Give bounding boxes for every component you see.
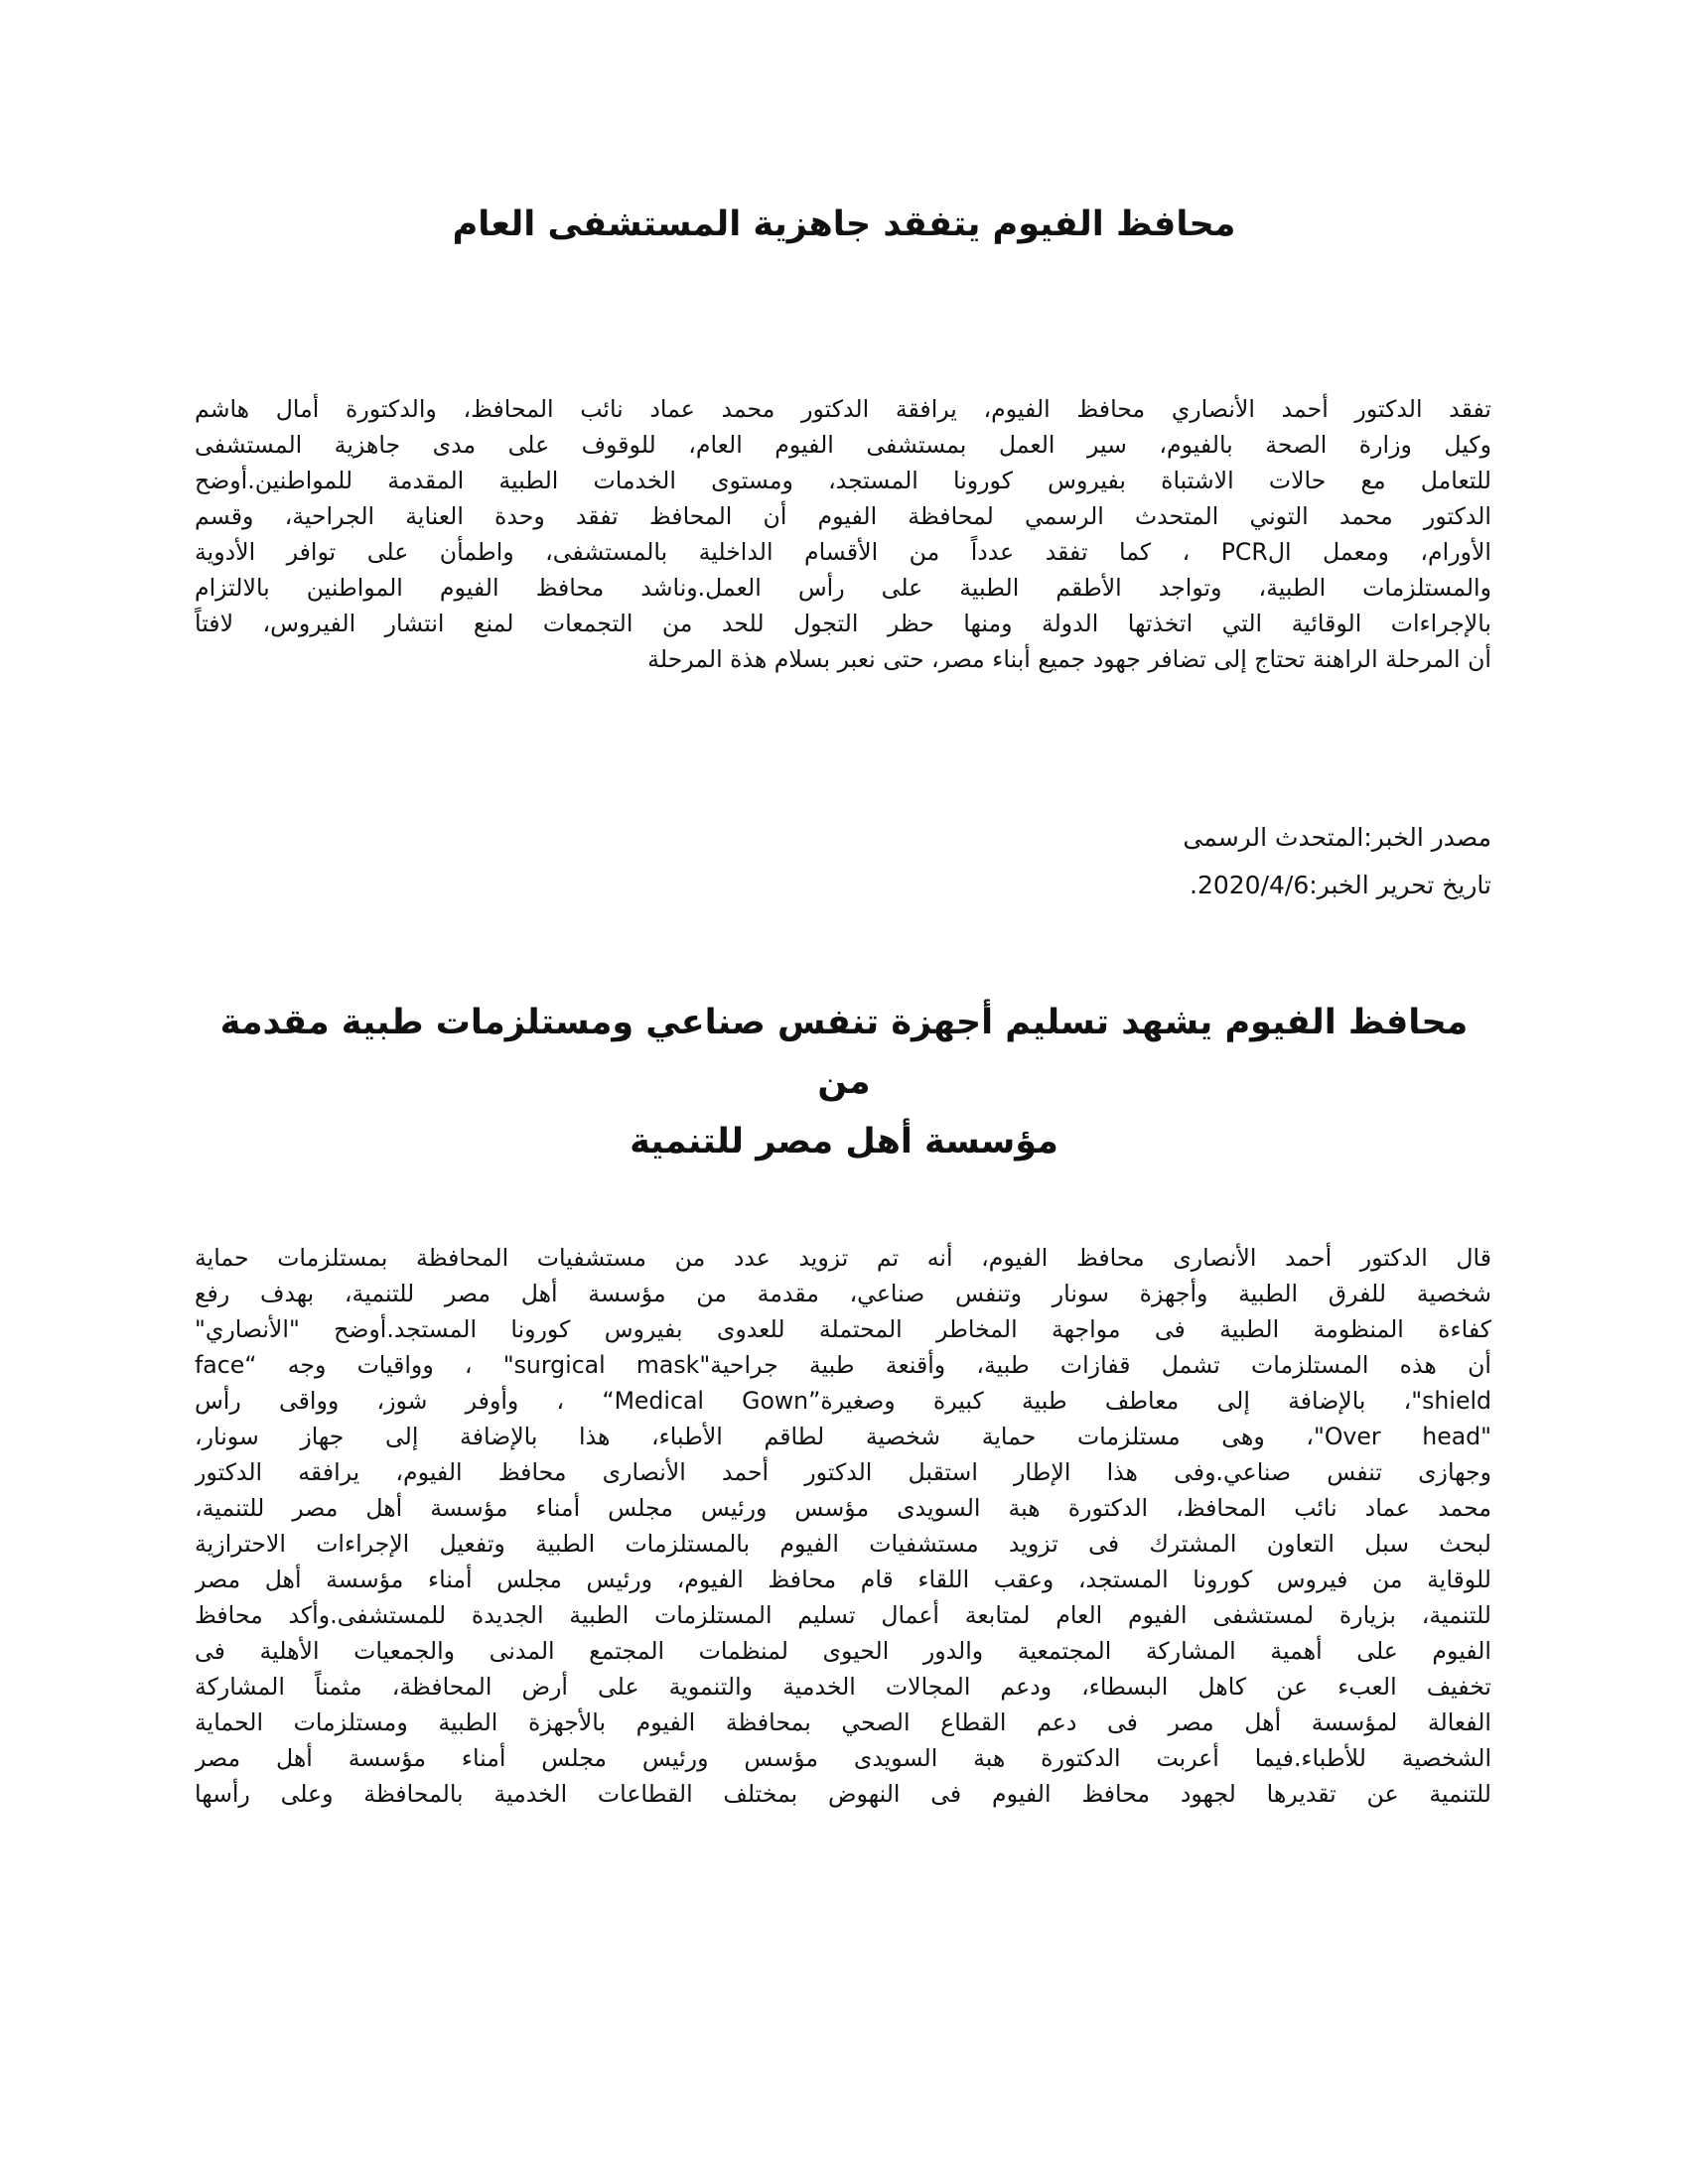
body-line: للتنمية عن تقديرها لجهود محافظ الفيوم فى النهوض بمختلف القطاعات الخدمية بالمحافظة وعلى رأسها <box>195 1780 1491 1808</box>
body-line: وكيل وزارة الصحة بالفيوم، سير العمل بمستشفى الفيوم العام، للوقوف على مدى جاهزية المستشفى <box>195 431 1491 459</box>
body-line: الدكتور محمد التوني المتحدث الرسمي لمحافظة الفيوم أن المحافظ تفقد وحدة العناية الجراحية، وقسم <box>195 502 1491 530</box>
body-line: بالإجراءات الوقائية التي اتخذتها الدولة ومنها حظر التجول للحد من التجمعات لمنع انتشار الفيروس، لافتاً <box>195 610 1491 637</box>
article-1-body <box>195 391 1491 677</box>
body-line: والمستلزمات الطبية، وتواجد الأطقم الطبية على رأس العمل.وناشد محافظ الفيوم المواطنين بالالتزام <box>195 574 1491 602</box>
body-line: كفاءة المنظومة الطبية فى مواجهة المخاطر المحتملة للعدوى بفيروس كورونا المستجد.أوضح "الأنصاري" <box>195 1315 1491 1343</box>
body-line: الشخصية للأطباء.فيما أعربت الدكتورة هبة السويدى مؤسس ورئيس مجلس أمناء مؤسسة أهل مصر <box>195 1744 1491 1772</box>
body-line: قال الدكتور أحمد الأنصارى محافظ الفيوم، أنه تم تزويد عدد من مستشفيات المحافظة بمستلزمات حماية <box>195 1244 1491 1272</box>
body-line: الأورام، ومعمل الPCR ، كما تفقد عدداً من الأقسام الداخلية بالمستشفى، واطمأن على توافر الأدوية <box>195 538 1491 566</box>
body-line: شخصية للفرق الطبية وأجهزة سونار وتنفس صناعي، مقدمة من مؤسسة أهل مصر للتنمية، بهدف رفع <box>195 1280 1491 1307</box>
article-1-title: محافظ الفيوم يتفقد جاهزية المستشفى العام <box>452 205 1236 244</box>
body-line: محمد عماد نائب المحافظ، الدكتورة هبة السويدى مؤسس ورئيس مجلس أمناء مؤسسة أهل مصر للتنمية، <box>195 1494 1491 1522</box>
news-date: تاريخ تحرير الخبر:2020/4/6. <box>1190 871 1491 899</box>
body-line: تخفيف العبء عن كاهل البسطاء، ودعم المجالات الخدمية والتنموية على أرض المحافظة، مثمناً المشاركة <box>195 1673 1491 1701</box>
article-2-title-line: محافظ الفيوم يشهد تسليم أجهزة تنفس صناعي ومستلزمات طبية مقدمة من <box>219 1003 1469 1102</box>
body-line: shield"، بالإضافة إلى معاطف طبية كبيرة وصغيرة”Medical Gown“ ، وأوفر شوز، وواقى رأس <box>195 1387 1491 1415</box>
body-line: تفقد الدكتور أحمد الأنصاري محافظ الفيوم، يرافقة الدكتور محمد عماد نائب المحافظ، والدكتورة أمال هاشم <box>195 395 1491 423</box>
body-line: "Over head"، وهى مستلزمات حماية شخصية لطاقم الأطباء، هذا بالإضافة إلى جهاز سونار، <box>195 1423 1491 1450</box>
body-line: لبحث سبل التعاون المشترك فى تزويد مستشفيات الفيوم بالمستلزمات الطبية وتفعيل الإجراءات الاحترازية <box>195 1530 1491 1558</box>
body-line: أن هذه المستلزمات تشمل قفازات طبية، وأقنعة طبية جراحية"surgical mask" ، وواقيات وجه “face <box>195 1351 1491 1379</box>
body-line: الفعالة لمؤسسة أهل مصر فى دعم القطاع الصحي بمحافظة الفيوم بالأجهزة الطبية ومستلزمات الحماية <box>195 1708 1491 1736</box>
body-line: للتنمية، بزيارة لمستشفى الفيوم العام لمتابعة أعمال تسليم المستلزمات الطبية الجديدة للمستشفى.وأكد محافظ <box>195 1601 1491 1629</box>
body-line: وجهازى تنفس صناعي.وفى هذا الإطار استقبل الدكتور أحمد الأنصارى محافظ الفيوم، يرافقه الدكتور <box>195 1458 1491 1486</box>
article-2-title-line: مؤسسة أهل مصر للتنمية <box>630 1122 1058 1161</box>
body-line: للوقاية من فيروس كورونا المستجد، وعقب اللقاء قام محافظ الفيوم، ورئيس مجلس أمناء مؤسسة أهل مصر <box>195 1566 1491 1593</box>
article-2-body <box>195 1240 1491 1812</box>
body-line: للتعامل مع حالات الاشتباة بفيروس كورونا المستجد، ومستوى الخدمات الطبية المقدمة للمواطنين.أوضح <box>195 467 1491 494</box>
article-2-title <box>199 993 1489 1171</box>
body-line: الفيوم على أهمية المشاركة المجتمعية والدور الحيوى لمنظمات المجتمع المدنى والجمعيات الأهلية فى <box>195 1637 1491 1665</box>
body-line: أن المرحلة الراهنة تحتاج إلى تضافر جهود جميع أبناء مصر، حتى نعبر بسلام هذة المرحلة <box>647 645 1491 673</box>
news-source: مصدر الخبر:المتحدث الرسمى <box>1183 823 1491 852</box>
